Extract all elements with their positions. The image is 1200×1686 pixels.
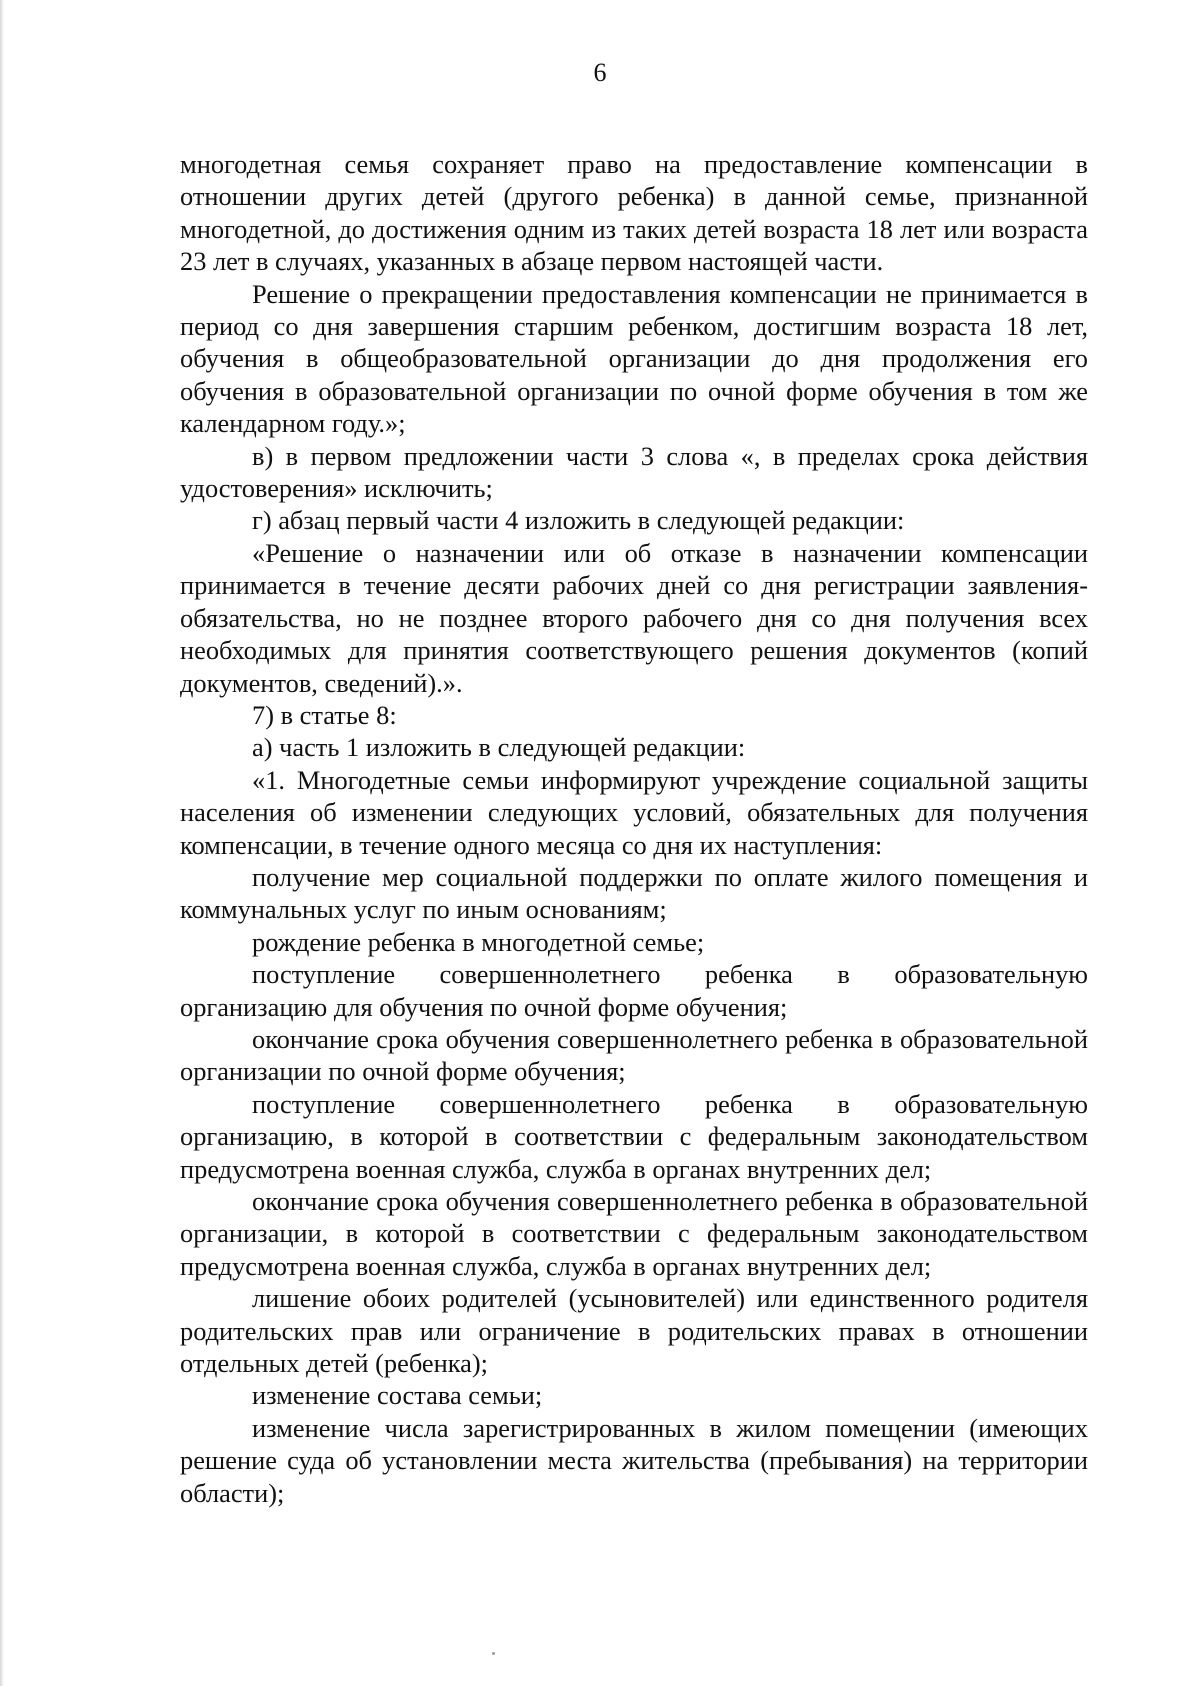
paragraph-continuation: многодетная семья сохраняет право на предоставление компенсации в отношении других детей (другого ребенка) в данной семье, признанной многодетной, до достижения одним из таких детей возраста 18 лет или возраста 23 лет в случаях, указанных в абзаце первом настоящей части. [180, 149, 1088, 277]
page-number: 6 [593, 58, 607, 87]
list-item: изменение состава семьи; [252, 1380, 543, 1411]
paragraph: а) часть 1 изложить в следующей редакции: [252, 732, 746, 763]
paragraph: «Решение о назначении или об отказе в назначении компенсации принимается в течение десяти рабочих дней со дня регистрации заявления-обязательства, но не позднее второго рабочего дня со дня получения всех необходимых для принятия соответствующего решения документов (копий документов, сведений).». [180, 537, 1088, 698]
list-item: изменение числа зарегистрированных в жилом помещении (имеющих решение суда об установлении места жительства (пребывания) на территории области); [180, 1412, 1088, 1508]
paragraph: 7) в статье 8: [252, 699, 397, 730]
document-body [180, 148, 1088, 1509]
paragraph: в) в первом предложении части 3 слова «, в пределах срока действия удостоверения» исключить; [180, 440, 1088, 504]
paragraph: «1. Многодетные семьи информируют учреждение социальной защиты населения об изменении следующих условий, обязательных для получения компенсации, в течение одного месяца со дня их наступления: [180, 764, 1088, 860]
list-item: рождение ребенка в многодетной семье; [252, 926, 705, 957]
paragraph: г) абзац первый части 4 изложить в следующей редакции: [252, 505, 905, 536]
list-item: поступление совершеннолетнего ребенка в образовательную организацию, в которой в соответствии с федеральным законодательством предусмотрена военная служба, служба в органах внутренних дел; [180, 1088, 1088, 1184]
scan-speck [492, 1652, 495, 1655]
list-item: окончание срока обучения совершеннолетнего ребенка в образовательной организации по очной форме обучения; [180, 1023, 1088, 1087]
scan-edge-shadow [0, 0, 4, 1686]
list-item: окончание срока обучения совершеннолетнего ребенка в образовательной организации, в которой в соответствии с федеральным законодательством предусмотрена военная служба, служба в органах внутренних дел; [180, 1186, 1088, 1281]
paragraph: Решение о прекращении предоставления компенсации не принимается в период со дня завершения старшим ребенком, достигшим возраста 18 лет, обучения в общеобразовательной организации до дня продолжения его обучения в образовательной организации по очной форме обучения в том же календарном году.»; [180, 278, 1088, 439]
list-item: поступление совершеннолетнего ребенка в образовательную организацию для обучения по очной форме обучения; [180, 959, 1088, 1022]
list-item: лишение обоих родителей (усыновителей) или единственного родителя родительских прав или ограничение в родительских правах в отношении отдельных детей (ребенка); [180, 1283, 1088, 1379]
list-item: получение мер социальной поддержки по оплате жилого помещения и коммунальных услуг по иным основаниям; [180, 861, 1088, 925]
